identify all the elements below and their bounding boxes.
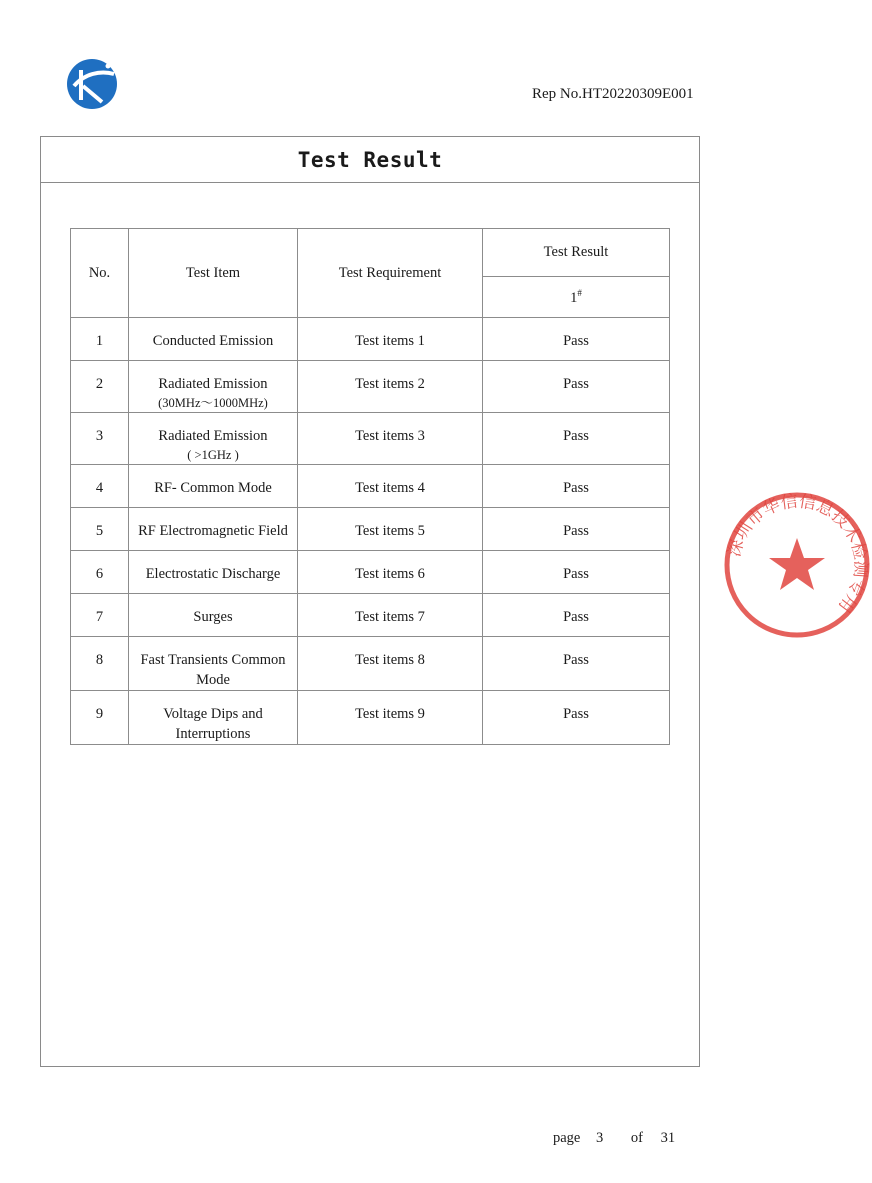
- row-test-result: [483, 465, 670, 508]
- row-test-requirement-text: Test items 3: [355, 428, 425, 444]
- seal-text: 深圳市华信信息技术检测专用: [724, 491, 871, 617]
- table-row: [71, 691, 670, 745]
- row-test-result-text: Pass: [563, 428, 589, 444]
- row-test-item: [129, 551, 298, 594]
- row-test-item-note: ( >1GHz ): [187, 448, 239, 462]
- row-test-result: [483, 413, 670, 465]
- row-test-item: [129, 318, 298, 361]
- of-label: of: [630, 1130, 643, 1146]
- row-test-item-text: RF Electromagnetic Field: [138, 523, 288, 539]
- row-test-requirement-text: Test items 6: [355, 566, 425, 582]
- row-test-requirement: [298, 637, 483, 691]
- table-row: [71, 413, 670, 465]
- sample-number: 1: [570, 289, 578, 306]
- page-label: page: [553, 1130, 581, 1146]
- test-result-table: [70, 228, 670, 745]
- row-test-item-note: (30MHz～1000MHz): [158, 396, 268, 410]
- row-no-text: 2: [95, 376, 104, 392]
- row-test-result: [483, 361, 670, 413]
- row-test-item: [129, 361, 298, 413]
- table-row: [71, 361, 670, 413]
- row-test-requirement: [298, 508, 483, 551]
- row-test-result: [483, 508, 670, 551]
- row-no-text: 9: [95, 706, 104, 722]
- row-test-item: [129, 594, 298, 637]
- row-test-requirement: [298, 691, 483, 745]
- sample-mark: #: [577, 287, 582, 298]
- row-test-item: [129, 465, 298, 508]
- row-no-text: 8: [95, 652, 104, 668]
- row-test-requirement: [298, 361, 483, 413]
- row-no-text: 7: [95, 609, 104, 625]
- row-test-requirement-text: Test items 5: [355, 523, 425, 539]
- row-test-result: [483, 551, 670, 594]
- row-test-result-text: Pass: [563, 333, 589, 349]
- row-test-item-text: Electrostatic Discharge: [145, 566, 281, 582]
- row-test-item-text: Fast Transients Common Mode: [140, 652, 286, 688]
- header-sample: [483, 277, 670, 318]
- row-no: [71, 508, 129, 551]
- row-test-item-text: Radiated Emission: [158, 376, 268, 392]
- row-test-result: [483, 637, 670, 691]
- table-row: [71, 637, 670, 691]
- row-test-result-text: Pass: [563, 609, 589, 625]
- row-no: [71, 465, 129, 508]
- page-number: 3: [596, 1130, 604, 1146]
- row-test-item-text: Voltage Dips and Interruptions: [163, 706, 263, 742]
- row-no-text: 6: [95, 566, 104, 582]
- row-no: [71, 413, 129, 465]
- row-test-requirement-text: Test items 7: [355, 609, 425, 625]
- row-test-requirement: [298, 551, 483, 594]
- row-test-item: [129, 637, 298, 691]
- row-test-requirement: [298, 594, 483, 637]
- row-no-text: 1: [95, 333, 104, 349]
- table-header-row: [71, 229, 670, 277]
- row-test-result: [483, 594, 670, 637]
- row-no-text: 3: [95, 428, 104, 444]
- row-test-result-text: Pass: [563, 376, 589, 392]
- row-test-requirement: [298, 465, 483, 508]
- official-seal-stamp: [722, 490, 872, 640]
- table-row: [71, 508, 670, 551]
- row-test-item: [129, 508, 298, 551]
- row-no-text: 5: [95, 523, 104, 539]
- row-no: [71, 551, 129, 594]
- row-test-result-text: Pass: [563, 480, 589, 496]
- table-row: [71, 551, 670, 594]
- row-test-requirement-text: Test items 1: [355, 333, 425, 349]
- row-test-item: [129, 691, 298, 745]
- header-no: No.: [71, 229, 129, 318]
- row-test-item-text: Radiated Emission: [158, 428, 268, 444]
- header-test-item: Test Item: [129, 229, 298, 318]
- table-row: [71, 318, 670, 361]
- row-no-text: 4: [95, 480, 104, 496]
- row-test-item: [129, 413, 298, 465]
- company-logo-icon: [64, 56, 120, 112]
- row-test-requirement-text: Test items 2: [355, 376, 425, 392]
- row-test-result-text: Pass: [563, 652, 589, 668]
- row-no: [71, 691, 129, 745]
- header-test-requirement: Test Requirement: [298, 229, 483, 318]
- row-test-requirement: [298, 413, 483, 465]
- page-footer: [553, 1130, 675, 1147]
- row-no: [71, 594, 129, 637]
- total-pages: 31: [660, 1130, 676, 1146]
- row-test-requirement-text: Test items 8: [355, 652, 425, 668]
- row-test-result: [483, 691, 670, 745]
- row-test-result-text: Pass: [563, 706, 589, 722]
- report-number: Rep No.HT20220309E001: [532, 86, 694, 102]
- row-test-requirement-text: Test items 4: [355, 480, 425, 496]
- row-no: [71, 318, 129, 361]
- table-row: [71, 594, 670, 637]
- section-title: Test Result: [41, 137, 699, 183]
- row-test-requirement-text: Test items 9: [355, 706, 425, 722]
- header-test-result: Test Result: [483, 229, 670, 277]
- row-test-item-text: Surges: [193, 609, 233, 625]
- row-test-result: [483, 318, 670, 361]
- row-test-result-text: Pass: [563, 566, 589, 582]
- row-test-item-text: Conducted Emission: [152, 333, 274, 349]
- row-no: [71, 637, 129, 691]
- row-test-result-text: Pass: [563, 523, 589, 539]
- row-test-requirement: [298, 318, 483, 361]
- row-no: [71, 361, 129, 413]
- row-test-item-text: RF- Common Mode: [154, 480, 272, 496]
- table-row: [71, 465, 670, 508]
